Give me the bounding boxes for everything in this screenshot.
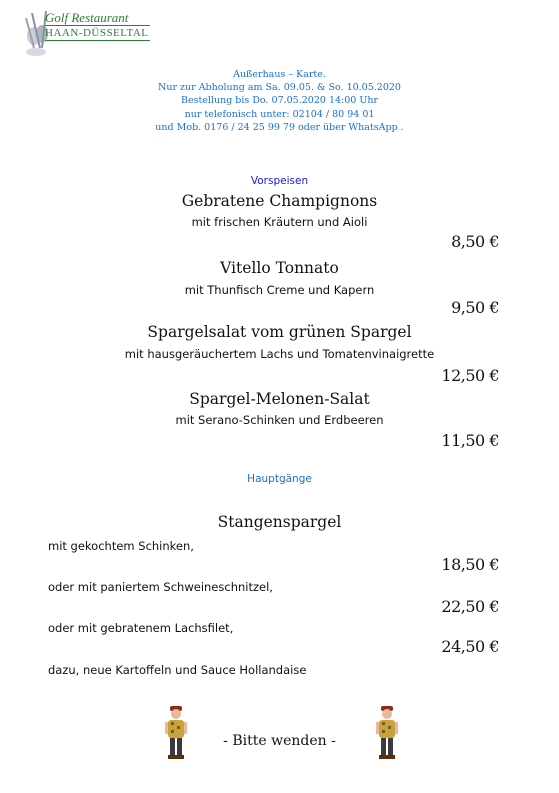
notice-line: nur telefonisch unter: 02104 / 80 94 01 xyxy=(184,108,375,120)
logo-divider-bottom xyxy=(45,40,150,41)
notice-line: Bestellung bis Do. 07.05.2020 14:00 Uhr xyxy=(180,95,379,107)
dish-description: mit hausgeräuchertem Lachs und Tomatenvinaigrette xyxy=(124,347,435,361)
dish-name: Gebratene Champignons xyxy=(181,192,378,210)
dish-description: mit frischen Kräutern und Aioli xyxy=(191,215,368,229)
dish-description: mit Serano-Schinken und Erdbeeren xyxy=(175,413,384,427)
golfer-figure-icon xyxy=(373,704,401,762)
logo-text-line1: Golf Restaurant xyxy=(45,10,129,25)
option-description: mit gekochtem Schinken, xyxy=(48,539,194,553)
dish-price: 12,50 € xyxy=(441,366,499,385)
dish-name: Vitello Tonnato xyxy=(220,259,339,277)
option-description: oder mit gebratenem Lachsfilet, xyxy=(48,621,234,635)
option-price: 18,50 € xyxy=(441,555,499,574)
logo-text-line2: HAAN-DÜSSELTAL xyxy=(45,27,149,39)
notice-line: Nur zur Abholung am Sa. 09.05. & So. 10.05.2020 xyxy=(158,82,401,94)
dish-description: mit Thunfisch Creme und Kapern xyxy=(184,283,375,297)
option-price: 24,50 € xyxy=(441,637,499,656)
order-notice xyxy=(0,68,559,134)
option-description: oder mit paniertem Schweineschnitzel, xyxy=(48,580,273,594)
section-heading-hauptgaenge: Hauptgänge xyxy=(247,473,312,485)
turn-page-note: - Bitte wenden - xyxy=(223,733,336,749)
dish-price: 11,50 € xyxy=(441,431,499,450)
dish-name: Stangenspargel xyxy=(217,513,342,531)
notice-line: und Mob. 0176 / 24 25 99 79 oder über WhatsApp . xyxy=(155,121,404,133)
notice-line: Außerhaus – Karte. xyxy=(233,69,326,80)
logo-divider xyxy=(45,25,150,26)
dish-name: Spargelsalat vom grünen Spargel xyxy=(147,323,412,341)
dish-price: 8,50 € xyxy=(451,232,499,251)
dish-price: 9,50 € xyxy=(451,298,499,317)
section-heading-vorspeisen: Vorspeisen xyxy=(250,175,309,187)
side-dish-description: dazu, neue Kartoffeln und Sauce Hollandaise xyxy=(48,663,307,677)
dish-name: Spargel-Melonen-Salat xyxy=(189,390,370,408)
option-price: 22,50 € xyxy=(441,597,499,616)
